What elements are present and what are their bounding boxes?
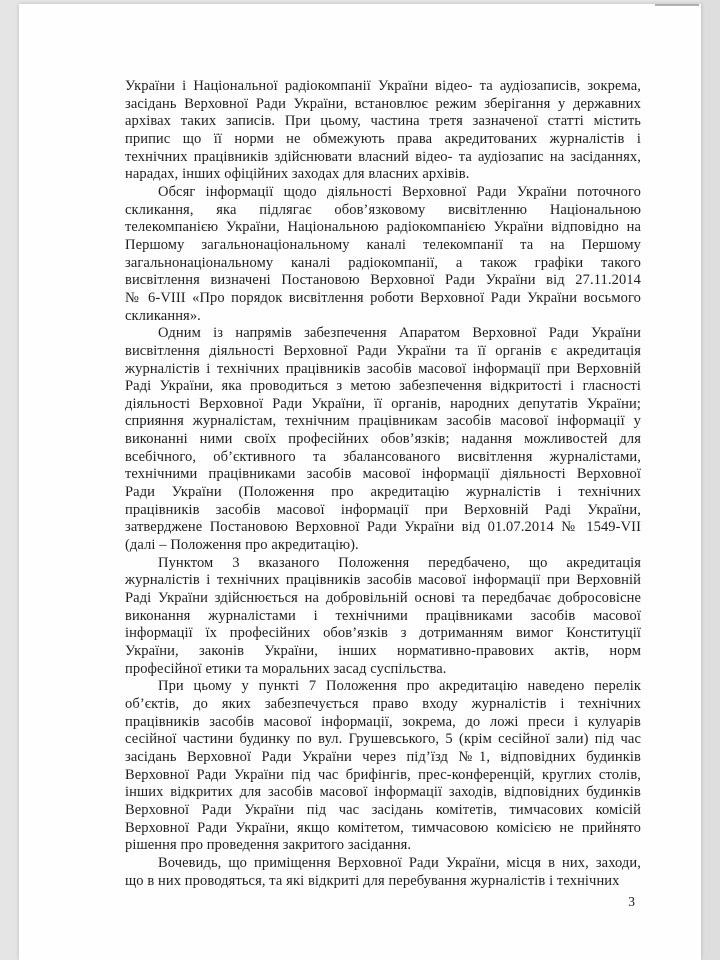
text-line: журналістів і технічних працівників засобів масової інформації при Верховній [125, 572, 641, 589]
text-line: об’єктів, до яких забезпечується право входу журналістів і технічних [125, 695, 641, 712]
text-line: Верховної Ради України під час засідань комітетів, тимчасових комісій [125, 801, 641, 818]
text-line: № 6-VIII «Про порядок висвітлення роботи Верховної Ради України восьмого [125, 289, 641, 306]
paragraph [125, 325, 641, 555]
text-line: затверджене Постановою Верховної Ради України від 01.07.2014 № 1549-VII [125, 519, 641, 536]
scan-edge-artifact [655, 4, 699, 6]
text-line: Обсяг інформації щодо діяльності Верховної Ради України поточного [158, 183, 641, 200]
text-line: висвітлення діяльності Верховної Ради України та її органів є акредитація [125, 342, 641, 359]
text-line: засідань Верховної Ради України через під’їзд №1, відповідних будинків [125, 748, 641, 765]
text-line: При цьому у пункті 7 Положення про акредитацію наведено перелік [158, 678, 641, 695]
text-line: рішення про проведення закритого засідання. [125, 837, 412, 854]
text-line: скликання, яка підлягає обов’язковому висвітленню Національною [125, 201, 641, 218]
text-line: Ради України (Положення про акредитацію журналістів і технічних [125, 484, 641, 501]
text-line: Вочевидь, що приміщення Верховної Ради України, місця в них, заходи, [158, 854, 641, 871]
paragraph [125, 78, 641, 184]
text-line: виконання журналістами і технічними працівниками засобів масової [125, 607, 641, 624]
text-line: професійної етики та моральних засад суспільства. [125, 660, 447, 677]
text-line: Верховної Ради України під час брифінгів, прес-конференцій, круглих столів, [125, 766, 641, 783]
text-line: телекомпанією України, Національною радіокомпанією України відповідно на [125, 219, 641, 236]
text-line: скликання». [125, 307, 201, 324]
text-line: сприяння журналістам, технічним працівникам засобів масової інформації у [125, 413, 641, 430]
text-line: Раді України здійснюється на добровільній основі та передбачає добросовісне [125, 590, 641, 607]
text-line: нарадах, інших офіційних заходах для власних архівів. [125, 166, 470, 183]
text-line: Раді України, яка проводиться з метою забезпечення відкритості і гласності [125, 378, 641, 395]
paragraph [125, 555, 641, 679]
text-line: технічними працівниками засобів масової інформації діяльності Верховної [125, 466, 641, 483]
text-line: технічних працівників здійснювати власний відео- та аудіозапис на засіданнях, [125, 148, 641, 165]
text-line: України і Національної радіокомпанії України відео- та аудіозаписів, зокрема, [125, 78, 641, 94]
text-line: сесійної частини будинку по вул. Грушевського, 5 (крім сесійної зали) під час [125, 731, 641, 748]
text-line: загальнонаціональному каналі радіокомпанії, а також графіки такого [125, 254, 641, 271]
document-text [125, 78, 641, 890]
text-line: журналістів і технічних працівників засобів масової інформації при Верховній [125, 360, 641, 377]
text-line: працівників засобів масової інформації при Верховній Раді України, [125, 501, 641, 518]
scanner-background-right [700, 0, 720, 960]
paragraph [125, 184, 641, 325]
paragraph [125, 678, 641, 855]
text-line: виконанні ними своїх професійних обов’язків; надання можливостей для [125, 431, 641, 448]
text-line: засідань Верховної Ради України, встановлює режим зберігання у державних [125, 95, 641, 112]
text-line: Верховної Ради України, якщо комітетом, тимчасовою комісією не прийнято [125, 819, 641, 836]
text-line: Першому загальнонаціональному каналі телекомпанії та на Першому [125, 236, 641, 253]
text-line: що в них проводяться, та які відкриті для перебування журналістів і технічних [125, 872, 620, 889]
text-line: працівників засобів масової інформації, зокрема, до ложі преси і кулуарів [125, 713, 641, 730]
text-line: України, законів України, інших нормативно-правових актів, норм [125, 643, 641, 659]
text-line: Одним із напрямів забезпечення Апаратом Верховної Ради України [158, 325, 641, 342]
document-page [19, 4, 701, 960]
text-line: діяльності Верховної Ради України, її органів, народних депутатів України; [125, 395, 641, 412]
text-line: архівах таких записів. При цьому, частина третя зазначеної статті містить [125, 113, 641, 130]
text-line: Пунктом 3 вказаного Положення передбачено, що акредитація [158, 554, 641, 571]
text-line: (далі – Положення про акредитацію). [125, 537, 359, 554]
text-line: інформації їх професійних обов’язків з дотриманням вимог Конституції [125, 625, 641, 642]
text-line: всебічного, об’єктивного та збалансованого висвітлення журналістами, [125, 448, 641, 465]
paragraph [125, 855, 641, 890]
text-line: інших відкритих для засобів масової інформації заходів, відповідних будинків [125, 784, 641, 801]
text-line: припис що її норми не обмежують права акредитованих журналістів і [125, 130, 641, 147]
page-number: 3 [628, 894, 635, 909]
text-line: висвітлення визначені Постановою Верховної Ради України від 27.11.2014 [125, 272, 641, 289]
